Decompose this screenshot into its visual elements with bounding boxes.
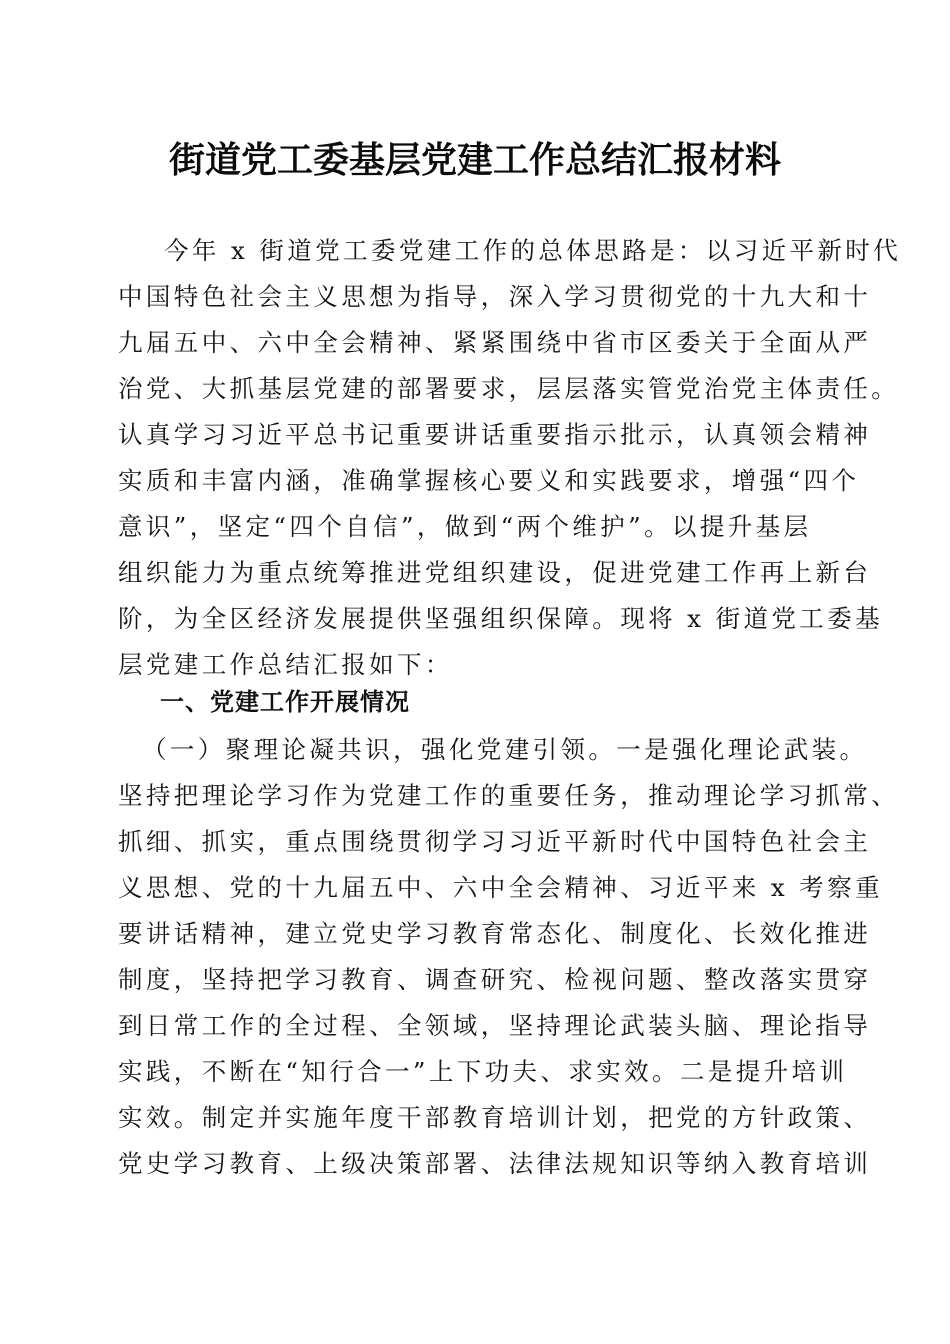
- intro-line: 阶，为全区经济发展提供坚强组织保障。现将 x 街道党工委基: [118, 604, 883, 633]
- body-line: （一）聚理论凝共识，强化党建引领。一是强化理论武装。: [142, 735, 868, 764]
- body-line: 坚持把理论学习作为党建工作的重要任务，推动理论学习抓常、: [118, 781, 900, 810]
- intro-line: 组织能力为重点统筹推进党组织建设，促进党建工作再上新台: [118, 558, 872, 587]
- intro-line: 层党建工作总结汇报如下：: [118, 650, 453, 679]
- body-line: 党史学习教育、上级决策部署、法律法规知识等纳入教育培训: [118, 1149, 872, 1178]
- body-line: 制度，坚持把学习教育、调查研究、检视问题、整改落实贯穿: [118, 965, 872, 994]
- section-heading: 一、党建工作开展情况: [160, 688, 410, 716]
- intro-line: 实质和丰富内涵，准确掌握核心要义和实践要求，增强“四个: [118, 466, 860, 495]
- body-line: 到日常工作的全过程、全领域，坚持理论武装头脑、理论指导: [118, 1011, 872, 1040]
- document-title: 街道党工委基层党建工作总结汇报材料: [168, 139, 781, 181]
- body-line: 实践，不断在“知行合一”上下功夫、求实效。二是提升培训: [118, 1057, 848, 1086]
- intro-line: 治党、大抓基层党建的部署要求，层层落实管党治党主体责任。: [118, 374, 900, 403]
- body-line: 实效。制定并实施年度干部教育培训计划，把党的方针政策、: [118, 1103, 872, 1132]
- body-line: 要讲话精神，建立党史学习教育常态化、制度化、长效化推进: [118, 919, 872, 948]
- intro-line: 九届五中、六中全会精神、紧紧围绕中省市区委关于全面从严: [118, 328, 872, 357]
- intro-line: 认真学习习近平总书记重要讲话重要指示批示，认真领会精神: [118, 420, 872, 449]
- intro-line: 今年 x 街道党工委党建工作的总体思路是：以习近平新时代: [164, 236, 902, 265]
- intro-line: 中国特色社会主义思想为指导，深入学习贯彻党的十九大和十: [118, 282, 872, 311]
- intro-line: 意识”，坚定“四个自信”，做到“两个维护”。以提升基层: [118, 512, 812, 541]
- body-line: 义思想、党的十九届五中、六中全会精神、习近平来 x 考察重: [118, 873, 883, 902]
- body-line: 抓细、抓实，重点围绕贯彻学习习近平新时代中国特色社会主: [118, 827, 872, 856]
